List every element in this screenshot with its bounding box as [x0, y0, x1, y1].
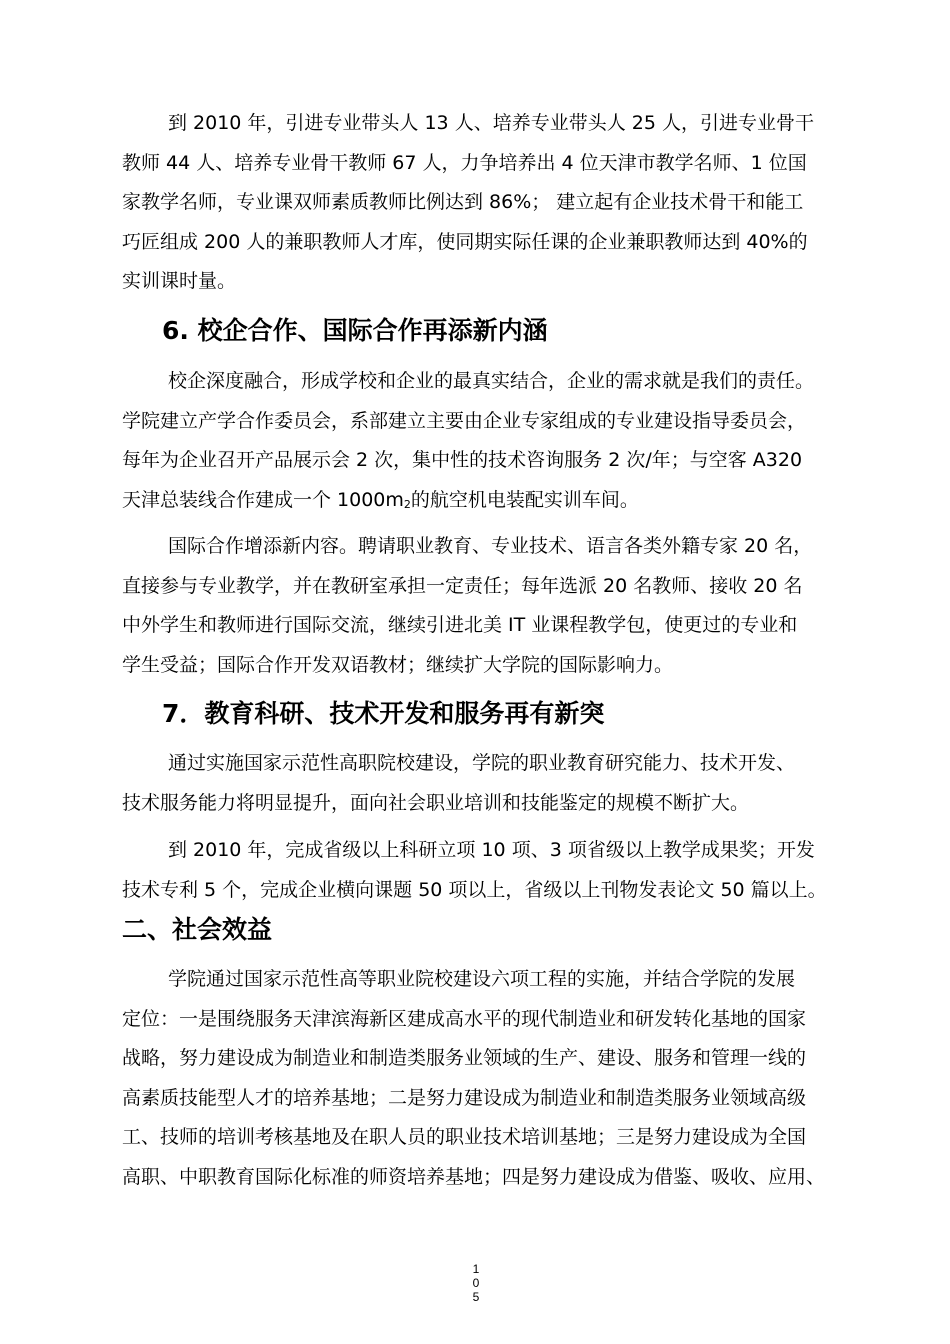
text-line: 巧匠组成 200 人的兼职教师人才库，使同期实际任课的企业兼职教师达到 40%的	[122, 230, 808, 253]
text-line: 到 2010 年，引进专业带头人 13 人、培养专业带头人 25 人，引进专业骨干	[168, 112, 814, 134]
paragraph-international	[122, 527, 850, 685]
paragraph-research-goals	[122, 831, 850, 910]
page-number-digit: 0	[472, 1276, 480, 1290]
text-line: 直接参与专业教学，并在教研室承担一定责任；每年选派 20 名教师、接收 20 名	[122, 574, 803, 597]
text-line	[122, 481, 850, 521]
text-line: 工、技师的培训考核基地及在职人员的职业技术培训基地；三是努力建设成为全国	[122, 1126, 807, 1149]
paragraph-social-benefits	[122, 960, 850, 1198]
text-line: 定位：一是围绕服务天津滨海新区建成高水平的现代制造业和研发转化基地的国家	[122, 1007, 807, 1030]
text-line: 到 2010 年，完成省级以上科研立项 10 项、3 项省级以上教学成果奖；开发	[168, 839, 815, 861]
text-line: 技术专利 5 个，完成企业横向课题 50 项以上，省级以上刊物发表论文 50 篇以上。	[122, 878, 827, 901]
text-line: 技术服务能力将明显提升，面向社会职业培训和技能鉴定的规模不断扩大。	[122, 791, 750, 814]
text-fragment: 天津总装线合作建成一个 1000m	[122, 488, 404, 511]
section-heading-social-benefits: 二、社会效益	[122, 915, 273, 944]
paragraph-staffing-goals	[122, 104, 850, 302]
text-line: 高职、中职教育国际化标准的师资培养基地；四是努力建设成为借鉴、吸收、应用、	[122, 1165, 826, 1188]
text-line: 教师 44 人、培养专业骨干教师 67 人，力争培养出 4 位天津市教学名师、1 位国	[122, 151, 807, 174]
text-line: 实训课时量。	[122, 270, 237, 293]
page-number-digit: 5	[472, 1290, 480, 1304]
text-line: 战略，努力建设成为制造业和制造类服务业领域的生产、建设、服务和管理一线的	[122, 1047, 807, 1070]
text-line: 中外学生和教师进行国际交流，继续引进北美 IT 业课程教学包，使更过的专业和	[122, 614, 798, 637]
text-line: 国际合作增添新内容。聘请职业教育、专业技术、语言各类外籍专家 20 名，	[168, 535, 813, 557]
subscript: 2	[403, 497, 411, 511]
paragraph-school-enterprise	[122, 362, 850, 520]
page-number	[470, 1262, 482, 1304]
section-heading-7: 7．教育科研、技术开发和服务再有新突	[162, 699, 605, 728]
text-line: 高素质技能型人才的培养基地；二是努力建设成为制造业和制造类服务业领域高级	[122, 1086, 807, 1109]
text-line: 学院通过国家示范性高等职业院校建设六项工程的实施，并结合学院的发展	[168, 968, 796, 990]
text-line: 家教学名师，专业课双师素质教师比例达到 86%； 建立起有企业技术骨干和能工	[122, 191, 804, 214]
text-line: 学院建立产学合作委员会，系部建立主要由企业专家组成的专业建设指导委员会，	[122, 409, 807, 432]
paragraph-research-capacity	[122, 744, 850, 823]
text-fragment: 的航空机电装配实训车间。	[410, 488, 639, 511]
text-line: 通过实施国家示范性高职院校建设，学院的职业教育研究能力、技术开发、	[168, 752, 796, 774]
text-line: 每年为企业召开产品展示会 2 次，集中性的技术咨询服务 2 次/年；与空客 A320	[122, 449, 803, 472]
section-heading-6: 6. 校企合作、国际合作再添新内涵	[162, 316, 548, 345]
text-line: 校企深度融合，形成学校和企业的最真实结合，企业的需求就是我们的责任。	[168, 370, 815, 392]
page-number-digit: 1	[472, 1262, 480, 1276]
text-line: 学生受益；国际合作开发双语教材；继续扩大学院的国际影响力。	[122, 653, 674, 676]
